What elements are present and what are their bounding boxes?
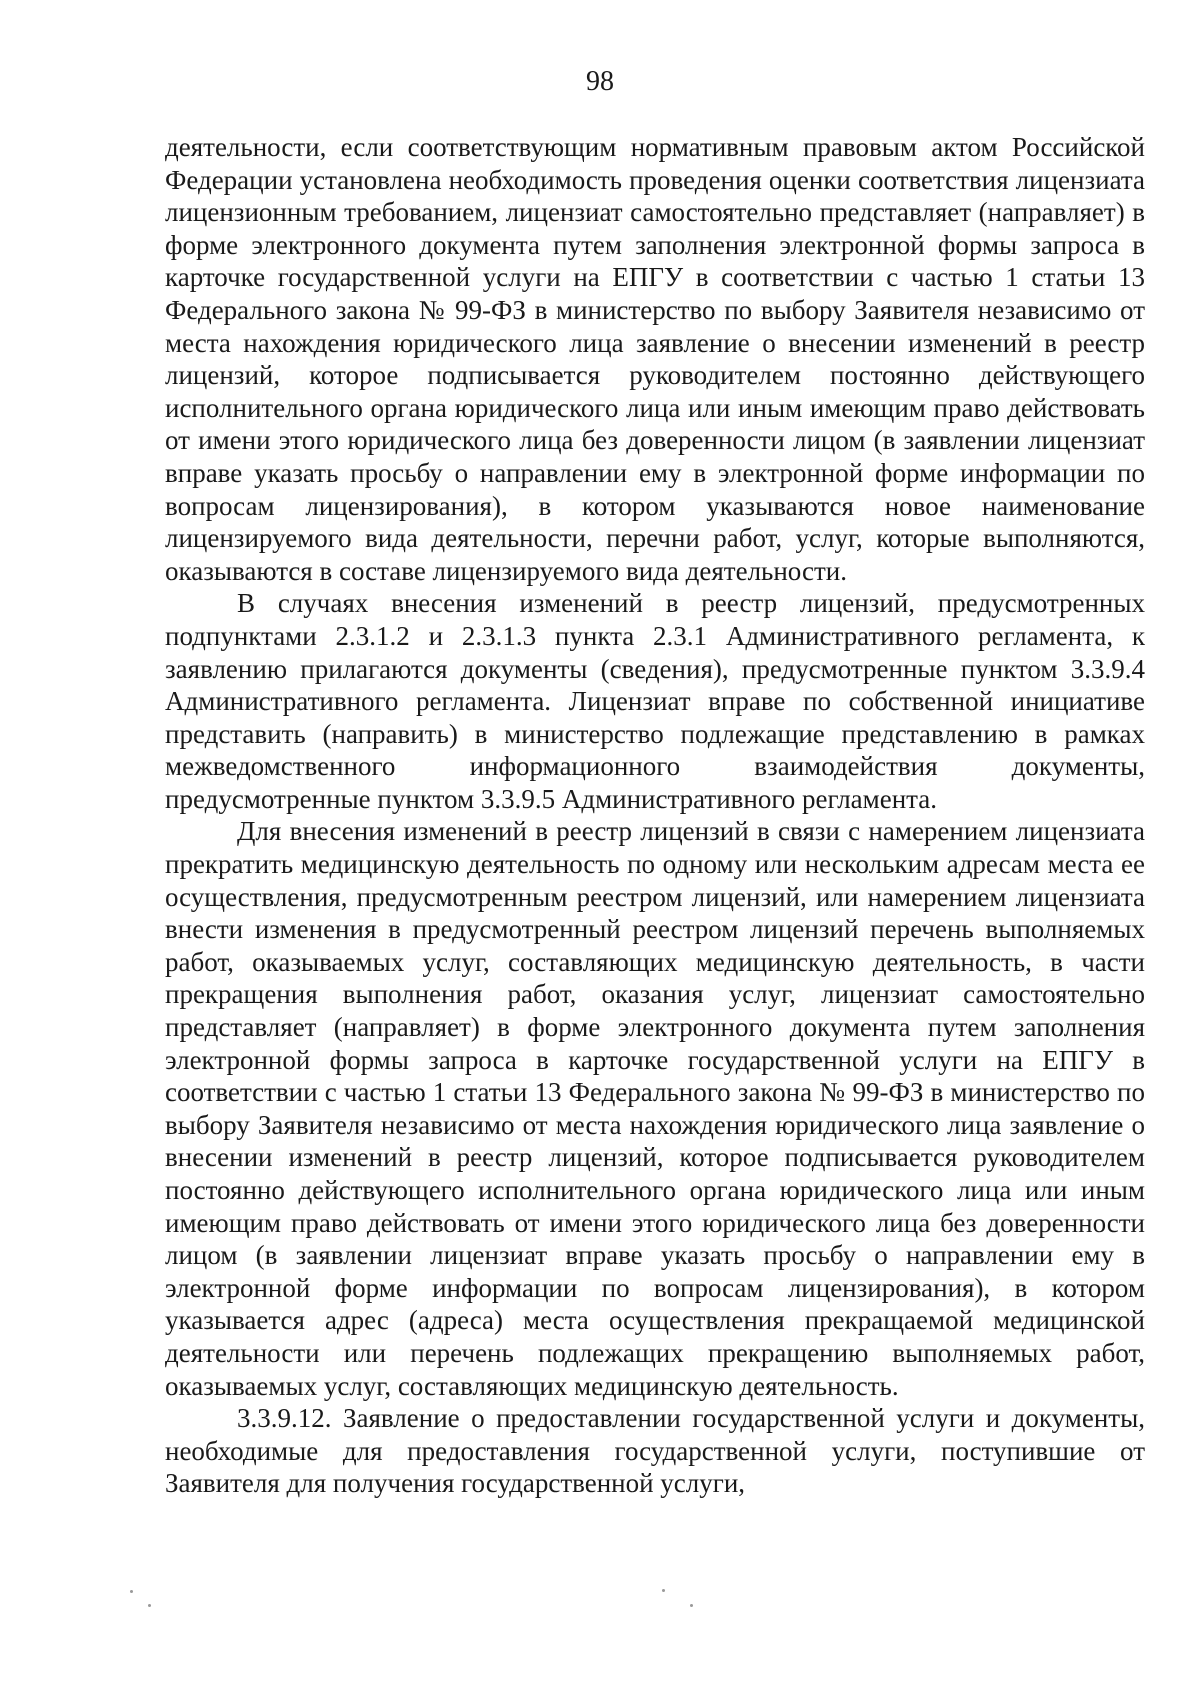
scan-speck (148, 1604, 151, 1607)
paragraph-continuation: деятельности, если соответствующим нормативным правовым актом Российской Федерации установлена необходимость проведения оценки соответствия лицензиата лицензионным требованием, лицензиат самостоятельно представляет (направляет) в форме электронного документа путем заполнения электронной формы запроса в карточке государственной услуги на ЕПГУ в соответствии с частью 1 статьи 13 Федерального закона № 99-ФЗ в министерство по выбору Заявителя независимо от места нахождения юридического лица заявление о внесении изменений в реестр лицензий, которое подписывается руководителем постоянно действующего исполнительного органа юридического лица или иным имеющим право действовать от имени этого юридического лица без доверенности лицом (в заявлении лицензиат вправе указать просьбу о направлении ему в электронной форме информации по вопросам лицензирования), в котором указываются новое наименование лицензируемого вида деятельности, перечни работ, услуг, которые выполняются, оказываются в составе лицензируемого вида деятельности. (165, 132, 1145, 586)
page-number: 98 (586, 66, 614, 97)
scan-speck (662, 1589, 665, 1592)
document-body (165, 131, 1145, 1500)
paragraph-3-3-9-12: 3.3.9.12. Заявление о предоставлении государственной услуги и документы, необходимые для предоставления государственной услуги, поступившие от Заявителя для получения государственной услуги, (165, 1403, 1145, 1499)
paragraph-termination-changes: Для внесения изменений в реестр лицензий в связи с намерением лицензиата прекратить медицинскую деятельность по одному или нескольким адресам места ее осуществления, предусмотренным реестром лицензий, или намерением лицензиата внести изменения в предусмотренный реестром лицензий перечень выполняемых работ, оказываемых услуг, составляющих медицинскую деятельность, в части прекращения выполнения работ, оказания услуг, лицензиат самостоятельно представляет (направляет) в форме электронного документа путем заполнения электронной формы запроса в карточке государственной услуги на ЕПГУ в соответствии с частью 1 статьи 13 Федерального закона № 99-ФЗ в министерство по выбору Заявителя независимо от места нахождения юридического лица заявление о внесении изменений в реестр лицензий, которое подписывается руководителем постоянно действующего исполнительного органа юридического лица или иным имеющим право действовать от имени этого юридического лица без доверенности лицом (в заявлении лицензиат вправе указать просьбу о направлении ему в электронной форме информации по вопросам лицензирования), в котором указывается адрес (адреса) места осуществления прекращаемой медицинской деятельности или перечень подлежащих прекращению выполняемых работ, оказываемых услуг, составляющих медицинскую деятельность. (165, 816, 1145, 1401)
scan-speck (130, 1590, 133, 1593)
paragraph-attached-documents: В случаях внесения изменений в реестр лицензий, предусмотренных подпунктами 2.3.1.2 и 2.3.1.3 пункта 2.3.1 Административного регламента, к заявлению прилагаются документы (сведения), предусмотренные пунктом 3.3.9.4 Административного регламента. Лицензиат вправе по собственной инициативе представить (направить) в министерство подлежащие представлению в рамках межведомственного информационного взаимодействия документы, предусмотренные пунктом 3.3.9.5 Административного регламента. (165, 588, 1145, 814)
scan-speck (690, 1604, 693, 1607)
